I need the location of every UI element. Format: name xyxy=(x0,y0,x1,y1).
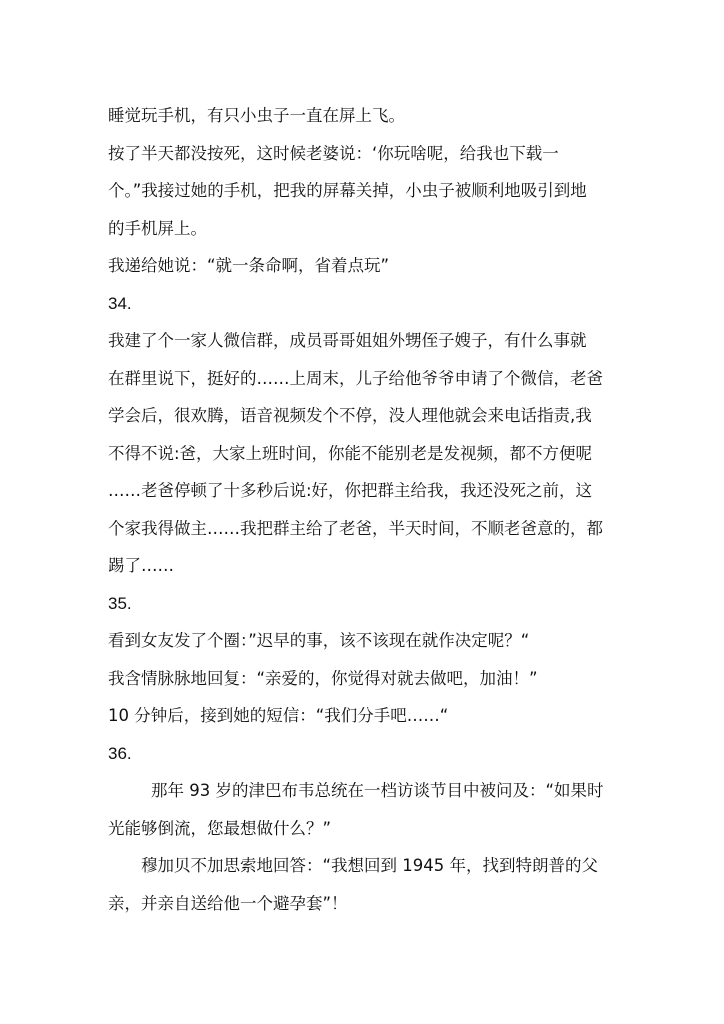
text-line: 光能够倒流，您最想做什么？” xyxy=(108,818,332,838)
text-line: 按了半天都没按死，这时候老婆说：‘你玩啥呢，给我也下载一 xyxy=(108,143,559,163)
text-line: 在群里说下，挺好的……上周末，儿子给他爷爷申请了个微信，老爸 xyxy=(108,368,603,388)
text-line: 亲，并亲自送给他一个避孕套”！ xyxy=(108,893,348,913)
text-line: 那年 93 岁的津巴布韦总统在一档访谈节目中被问及：“如果时 xyxy=(151,781,604,800)
joke-number: 36. xyxy=(108,743,132,763)
text-line: 个。”我接过她的手机，把我的屏幕关掉，小虫子被顺利地吸引到地 xyxy=(108,181,587,200)
text-line: 我递给她说：“就一条命啊，省着点玩” xyxy=(108,256,390,275)
text-line: 个家我得做主……我把群主给了老爸，半天时间，不顺老爸意的，都 xyxy=(108,518,603,538)
text-line: ……老爸停顿了十多秒后说:好，你把群主给我，我还没死之前，这 xyxy=(108,481,593,500)
text-line: 睡觉玩手机，有只小虫子一直在屏上飞。 xyxy=(108,106,405,125)
text-line: 我建了个一家人微信群，成员哥哥姐姐外甥侄子嫂子，有什么事就 xyxy=(108,331,587,350)
document-page xyxy=(108,101,620,926)
text-line: 踢了…… xyxy=(108,556,174,575)
text-line: 学会后，很欢腾，语音视频发个不停，没人理他就会来电话指责,我 xyxy=(108,406,592,425)
text-line: 穆加贝不加思索地回答：“我想回到 1945 年，找到特朗普的父 xyxy=(141,856,599,875)
text-line: 的手机屏上。 xyxy=(108,218,207,238)
joke-number: 35. xyxy=(108,593,132,613)
joke-number: 34. xyxy=(108,293,132,313)
text-line: 我含情脉脉地回复：“亲爱的，你觉得对就去做吧，加油！” xyxy=(108,668,538,688)
text-line: 看到女友发了个圈：”迟早的事，该不该现在就作决定呢？“ xyxy=(108,631,530,650)
text-line: 不得不说:爸，大家上班时间，你能不能别老是发视频，都不方便呢 xyxy=(108,443,593,463)
text-line: 10 分钟后，接到她的短信：“我们分手吧……“ xyxy=(108,706,449,725)
